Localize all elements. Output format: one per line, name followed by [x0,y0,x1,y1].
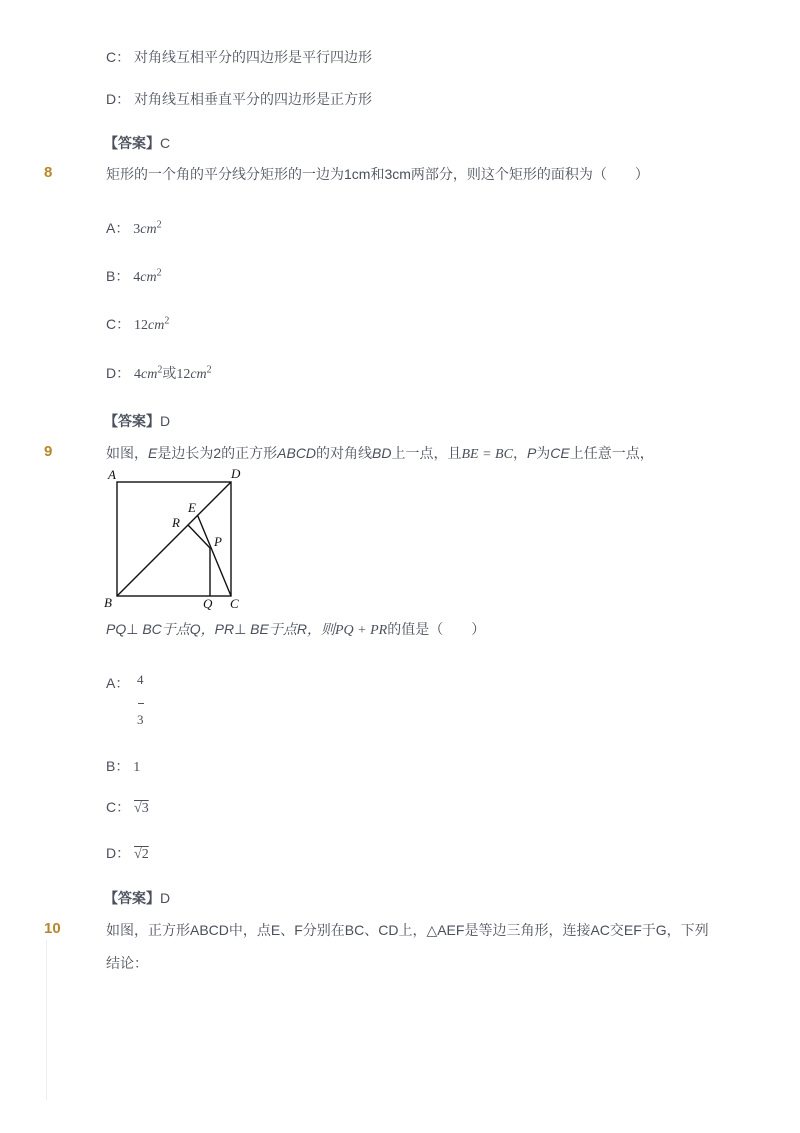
q7-option-d: D： 对角线互相垂直平分的四边形是正方形 [106,91,372,107]
label-b: B [104,595,112,610]
unit: cm [140,222,157,237]
answer-label: 【答案】 [104,413,160,429]
t: P [526,445,537,461]
label-q: Q [203,596,213,611]
margin-line [46,940,47,1100]
answer-value: D [160,413,171,429]
exp: 2 [156,267,162,279]
fraction-denominator: 3 [137,712,144,727]
q8-number: 8 [44,164,53,181]
t: 如图， [106,445,148,461]
exp: 2 [206,364,212,376]
q9-option-d [106,843,149,863]
unit: cm [190,367,207,382]
t: 上一点，且 [391,445,462,461]
q9-stem-line2 [106,619,485,639]
t: 为 [536,445,551,461]
q8-option-c [106,314,169,334]
label-a: A [108,467,116,482]
option-label: D： [106,365,131,381]
option-label: B： [106,268,130,284]
q7-option-c: C： 对角线互相平分的四边形是平行四边形 [106,49,372,65]
value: 3 [133,222,141,237]
label-p: P [214,534,222,549]
option-label: B： [106,758,130,774]
q8-answer [104,411,170,431]
t: E [148,445,158,461]
q9-number: 9 [44,443,53,460]
q9-option-c [106,797,149,817]
t: BE = BC [461,447,513,462]
option-label: A： [106,220,130,236]
q8-option-a [106,218,162,238]
segment-ce [198,515,231,596]
q8-option-d [106,363,212,383]
t: PQ + PR [334,623,388,638]
q8-option-b [106,266,162,286]
unit: cm [141,367,158,382]
label-d: D [231,466,241,481]
q10-stem-line2: 结论： [106,955,148,971]
t: ， [512,445,527,461]
exp: 2 [157,364,163,376]
option-label: C： [106,316,131,332]
fraction-numerator: 4 [137,672,144,687]
option-label: C： [106,799,131,815]
t: 是边长为2的正方形 [157,445,278,461]
q9-figure [100,464,250,614]
t: PQ⊥ BC于点Q，PR⊥ BE于点R，则 [106,621,335,637]
t: BD [372,445,392,461]
value: 1 [133,760,141,775]
t: ABCD [277,445,317,461]
value: 4 [133,270,141,285]
answer-label: 【答案】 [104,890,160,906]
unit: cm [148,318,165,333]
answer-value: D [160,890,171,906]
label-e: E [188,500,196,515]
unit: cm [140,270,157,285]
q10-number: 10 [44,920,61,937]
q7-answer [104,133,170,153]
q9-answer [104,888,170,908]
label-r: R [172,515,180,530]
answer-label: 【答案】 [104,135,160,151]
answer-value: C [160,135,171,151]
t: 的值是（ ） [387,621,486,637]
value: 4 [134,367,142,382]
q9-option-a-label: A： [106,675,130,691]
or: 或 [162,365,177,381]
t: 上任意一点， [569,445,654,461]
value: √3 [134,801,149,816]
value: √2 [134,847,149,862]
exp: 2 [164,315,170,327]
q9-option-b [106,756,140,776]
q9-stem-line1 [106,443,654,463]
fraction-bar [138,703,144,704]
value: 12 [134,318,149,333]
q8-stem: 矩形的一个角的平分线分矩形的一边为1cm和3cm两部分，则这个矩形的面积为（ ） [106,166,649,182]
option-label: D： [106,845,131,861]
t: 的对角线 [316,445,373,461]
t: CE [550,445,570,461]
value2: 12 [176,367,191,382]
label-c: C [230,596,239,611]
exp: 2 [156,219,162,231]
q10-stem-line1: 如图，正方形ABCD中，点E、F分别在BC、CD上，△AEF是等边三角形，连接AC交EF于G，下列 [106,922,709,938]
